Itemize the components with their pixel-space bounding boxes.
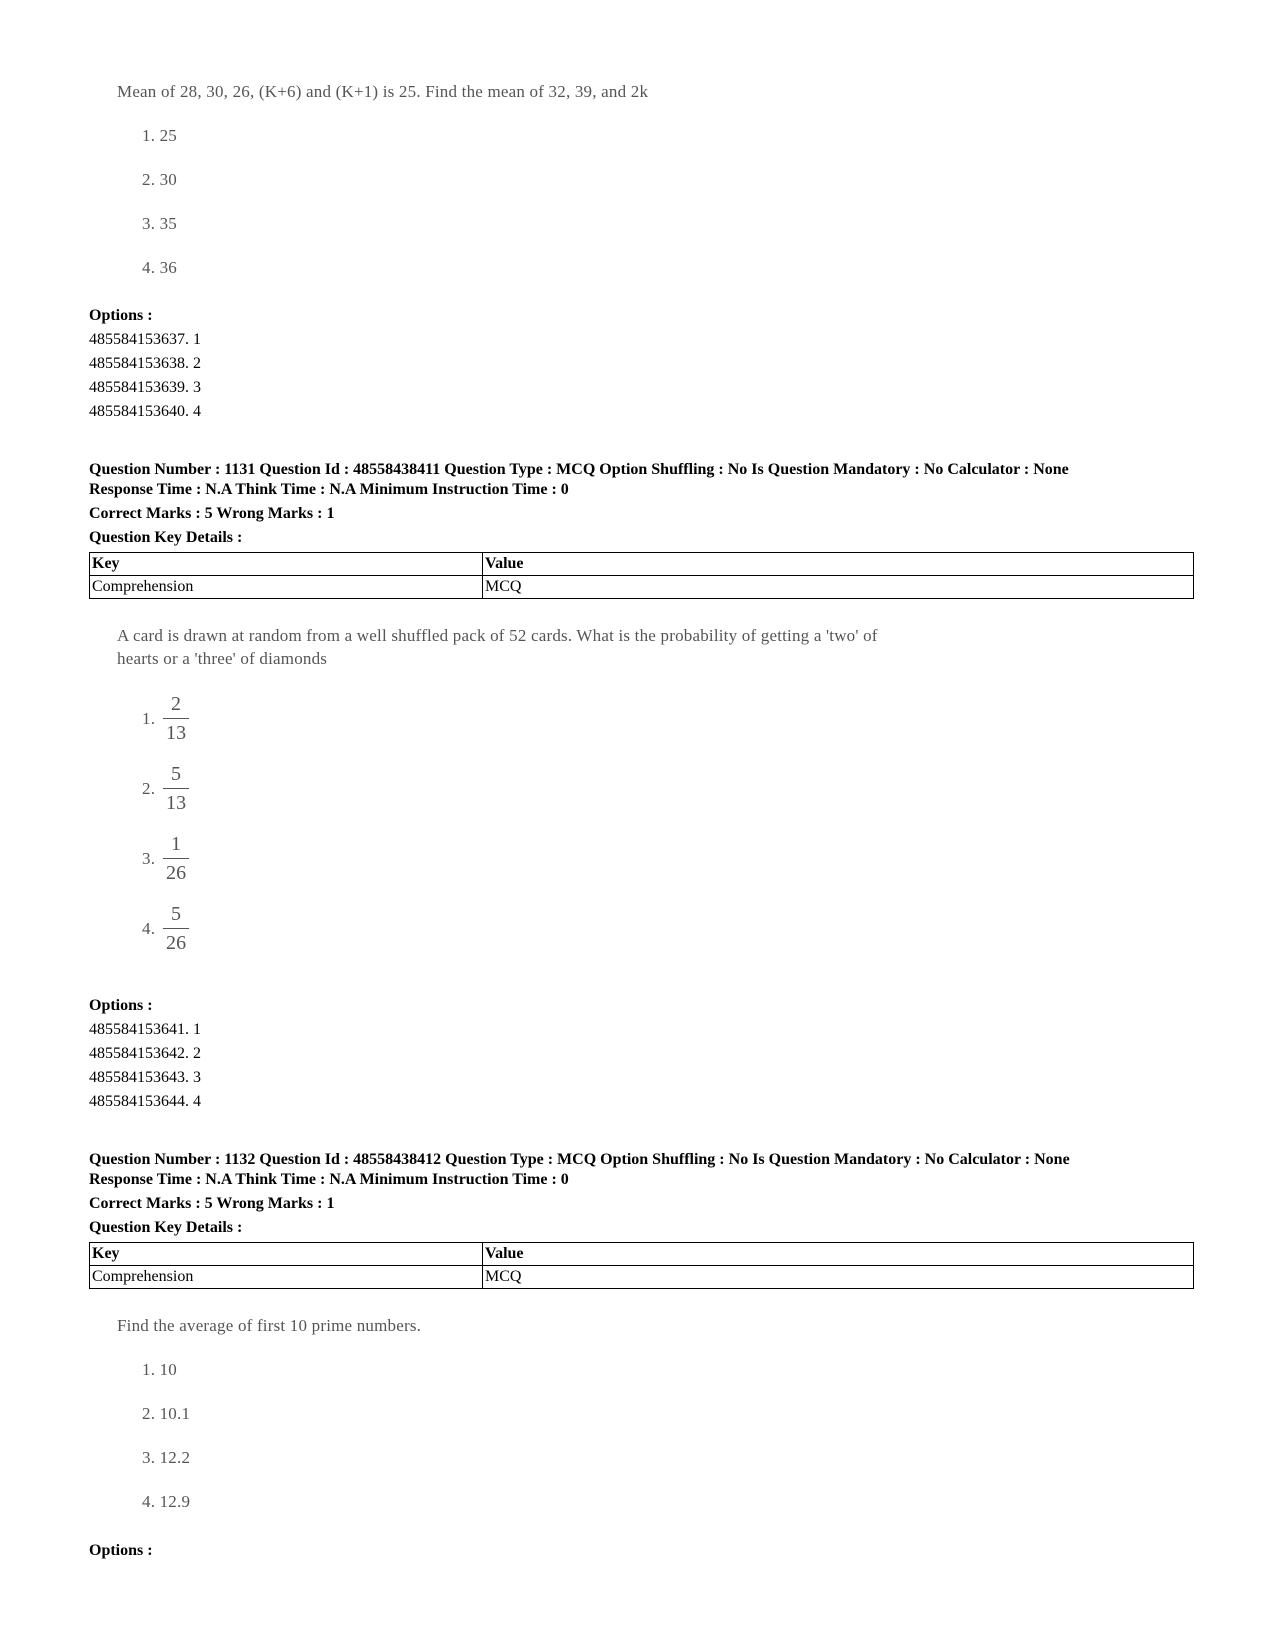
option-id: 485584153641. 1: [89, 1021, 201, 1038]
question-1130-choice-4: 4. 36: [142, 258, 177, 277]
choice-number: 3.: [142, 848, 156, 868]
numerator: 1: [171, 833, 182, 855]
fraction-bar: [163, 788, 189, 789]
denominator: 13: [165, 792, 187, 814]
denominator: 26: [165, 862, 187, 884]
option-id: 485584153642. 2: [89, 1045, 201, 1062]
table-header-value: Value: [483, 553, 1194, 576]
table-header-row: [90, 1243, 1194, 1266]
numerator: 5: [171, 763, 182, 785]
option-id: 485584153640. 4: [89, 403, 201, 420]
option-id: 485584153644. 4: [89, 1093, 201, 1110]
question-1131-text-line1: A card is drawn at random from a well shuffled pack of 52 cards. What is the probability of getting a 'two' of: [117, 626, 878, 645]
table-cell-value: MCQ: [483, 576, 1194, 599]
table-row: [90, 1266, 1194, 1289]
table-header-row: [90, 553, 1194, 576]
question-1131-marks: Correct Marks : 5 Wrong Marks : 1: [89, 505, 335, 522]
fraction-bar: [163, 928, 189, 929]
table-header-key: Key: [90, 1243, 483, 1266]
question-1130-choice-3: 3. 35: [142, 214, 177, 233]
fraction: [163, 762, 189, 815]
numerator: 2: [171, 693, 182, 715]
question-1132-choice-2: 2. 10.1: [142, 1404, 191, 1423]
fraction-bar: [163, 858, 189, 859]
question-1132-choice-4: 4. 12.9: [142, 1492, 191, 1511]
choice-number: 4.: [142, 918, 156, 938]
question-1132-header-timing: Response Time : N.A Think Time : N.A Minimum Instruction Time : 0: [89, 1171, 569, 1188]
choice-number: 2.: [142, 778, 156, 798]
option-id: 485584153638. 2: [89, 355, 201, 372]
table-header-key: Key: [90, 553, 483, 576]
fraction: [163, 832, 189, 885]
table-row: [90, 576, 1194, 599]
table-cell-key: Comprehension: [90, 576, 483, 599]
table-cell-value: MCQ: [483, 1266, 1194, 1289]
question-1132-key-details-label: Question Key Details :: [89, 1219, 243, 1236]
question-1130-choice-1: 1. 25: [142, 126, 177, 145]
question-1131-choice-4: [142, 902, 189, 955]
choice-number: 1.: [142, 708, 156, 728]
question-1131-header-timing: Response Time : N.A Think Time : N.A Minimum Instruction Time : 0: [89, 481, 569, 498]
question-1131-key-details-label: Question Key Details :: [89, 529, 243, 546]
question-1132-marks: Correct Marks : 5 Wrong Marks : 1: [89, 1195, 335, 1212]
table-cell-key: Comprehension: [90, 1266, 483, 1289]
option-id: 485584153639. 3: [89, 379, 201, 396]
denominator: 26: [165, 932, 187, 954]
denominator: 13: [165, 722, 187, 744]
question-1132-header: Question Number : 1132 Question Id : 48558438412 Question Type : MCQ Option Shuffling : No Is Question Mandatory : No Calculator : None: [89, 1151, 1070, 1168]
option-id: 485584153643. 3: [89, 1069, 201, 1086]
table-header-value: Value: [483, 1243, 1194, 1266]
options-label: Options :: [89, 307, 153, 324]
question-1132-choice-1: 1. 10: [142, 1360, 177, 1379]
fraction: [163, 902, 189, 955]
question-1132-key-table: [89, 1242, 1194, 1289]
question-1131-header: Question Number : 1131 Question Id : 48558438411 Question Type : MCQ Option Shuffling : No Is Question Mandatory : No Calculator : None: [89, 461, 1069, 478]
options-label: Options :: [89, 1542, 153, 1559]
question-1132-text: Find the average of first 10 prime numbers.: [117, 1316, 422, 1335]
fraction: [163, 692, 189, 745]
question-1130-choice-2: 2. 30: [142, 170, 177, 189]
question-1131-text-line2: hearts or a 'three' of diamonds: [117, 649, 328, 668]
options-label: Options :: [89, 997, 153, 1014]
question-1131-choice-2: [142, 762, 189, 815]
numerator: 5: [171, 903, 182, 925]
question-1131-choice-1: [142, 692, 189, 745]
option-id: 485584153637. 1: [89, 331, 201, 348]
question-1130-text: Mean of 28, 30, 26, (K+6) and (K+1) is 25. Find the mean of 32, 39, and 2k: [117, 82, 649, 101]
question-1131-choice-3: [142, 832, 189, 885]
fraction-bar: [163, 718, 189, 719]
question-1132-choice-3: 3. 12.2: [142, 1448, 191, 1467]
question-1131-key-table: [89, 552, 1194, 599]
